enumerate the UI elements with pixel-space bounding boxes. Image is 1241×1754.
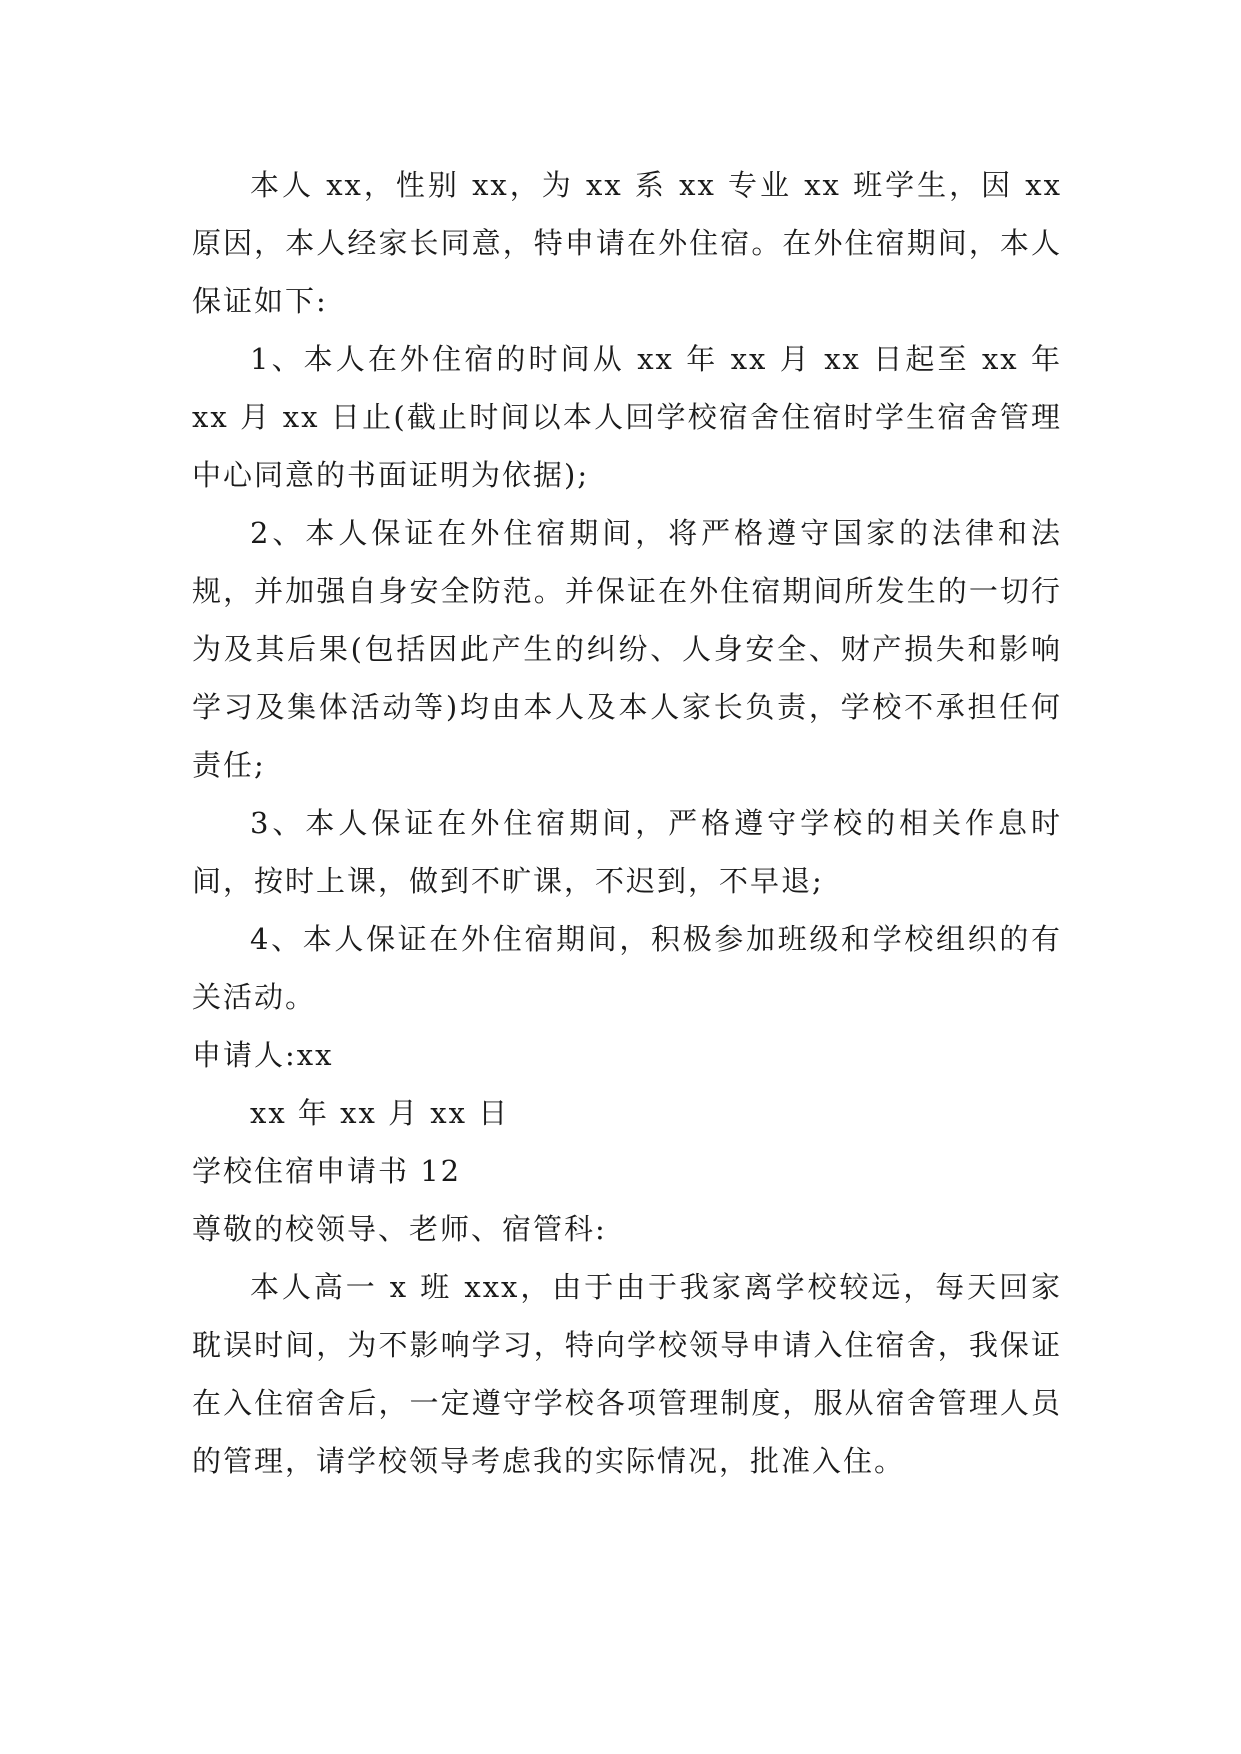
document-body bbox=[192, 156, 1062, 1490]
application-body: 本人高一 x 班 xxx，由于由于我家离学校较远，每天回家耽误时间，为不影响学习，特向学校领导申请入住宿舍，我保证在入住宿舍后，一定遵守学校各项管理制度，服从宿舍管理人员的管理，请学校领导考虑我的实际情况，批准入住。 bbox=[192, 1270, 1062, 1478]
clause-3: 3、本人保证在外住宿期间，严格遵守学校的相关作息时间，按时上课，做到不旷课，不迟到，不早退; bbox=[192, 806, 1062, 898]
salutation: 尊敬的校领导、老师、宿管科: bbox=[192, 1212, 607, 1246]
clause-2: 2、本人保证在外住宿期间，将严格遵守国家的法律和法规，并加强自身安全防范。并保证在外住宿期间所发生的一切行为及其后果(包括因此产生的纠纷、人身安全、财产损失和影响学习及集体活动等)均由本人及本人家长负责，学校不承担任何责任; bbox=[192, 516, 1062, 782]
intro-paragraph: 本人 xx，性别 xx，为 xx 系 xx 专业 xx 班学生，因 xx 原因，本人经家长同意，特申请在外住宿。在外住宿期间，本人保证如下: bbox=[192, 168, 1062, 318]
signature-date: xx 年 xx 月 xx 日 bbox=[250, 1096, 510, 1130]
clause-4: 4、本人保证在外住宿期间，积极参加班级和学校组织的有关活动。 bbox=[192, 922, 1062, 1014]
clause-1: 1、本人在外住宿的时间从 xx 年 xx 月 xx 日起至 xx 年 xx 月 xx 日止(截止时间以本人回学校宿舍住宿时学生宿舍管理中心同意的书面证明为依据); bbox=[192, 342, 1062, 492]
section-title: 学校住宿申请书 12 bbox=[192, 1154, 462, 1188]
applicant-signature: 申请人:xx bbox=[192, 1038, 334, 1072]
